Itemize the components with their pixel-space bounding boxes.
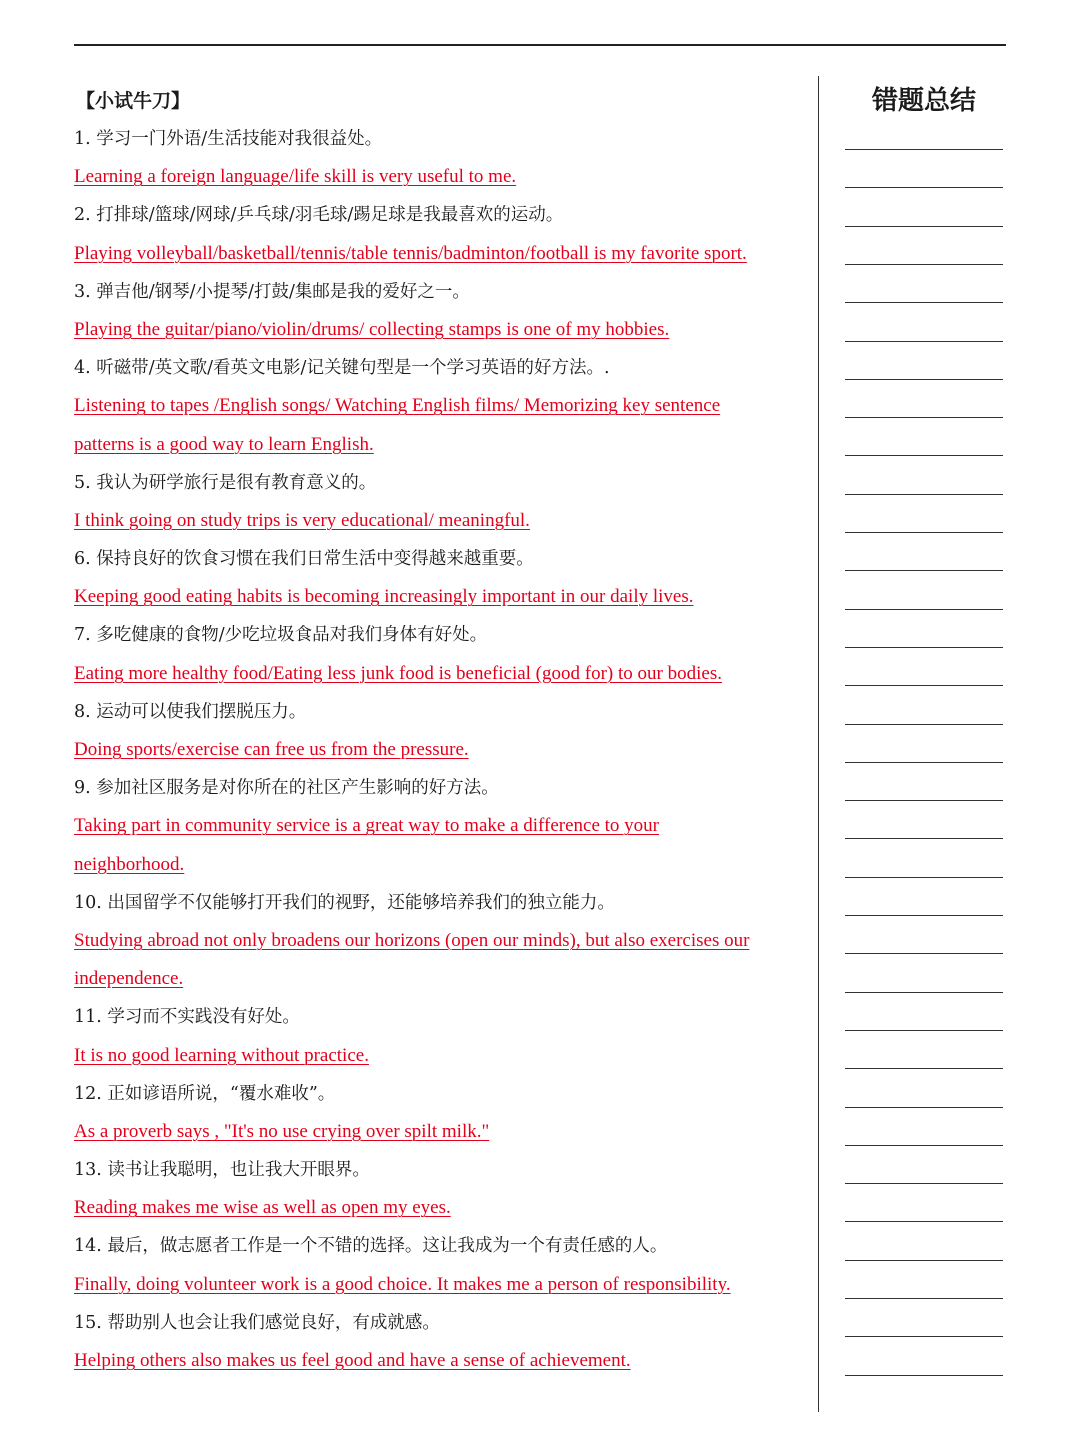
answer-blank-line[interactable]	[845, 379, 1003, 380]
answer-line	[74, 1037, 809, 1075]
answer-blank-line[interactable]	[845, 226, 1003, 227]
answer-blank-line[interactable]	[845, 1107, 1003, 1108]
question-line	[74, 616, 809, 654]
answer-blank-line[interactable]	[845, 877, 1003, 878]
answer-text: Eating more healthy food/Eating less junk food is beneficial (good for) to our bodies.	[74, 662, 722, 684]
answer-blank-line[interactable]	[845, 1336, 1003, 1337]
exercise-list	[74, 120, 809, 1380]
question-text: 3. 弹吉他/钢琴/小提琴/打鼓/集邮是我的爱好之一。	[74, 281, 470, 302]
answer-blank-line[interactable]	[845, 1183, 1003, 1184]
answer-text: Studying abroad not only broadens our horizons (open our minds), but also exercises our	[74, 929, 750, 951]
question-line	[74, 693, 809, 731]
answer-line	[74, 655, 809, 693]
answer-blank-line[interactable]	[845, 532, 1003, 533]
answer-text: neighborhood.	[74, 853, 185, 875]
column-divider	[818, 76, 819, 1412]
answer-text: I think going on study trips is very educational/ meaningful.	[74, 509, 530, 531]
answer-blank-line[interactable]	[845, 762, 1003, 763]
answer-blank-line[interactable]	[845, 838, 1003, 839]
question-text: 9. 参加社区服务是对你所在的社区产生影响的好方法。	[74, 778, 499, 799]
answer-blank-line[interactable]	[845, 264, 1003, 265]
answer-blank-line[interactable]	[845, 609, 1003, 610]
answer-blank-line[interactable]	[845, 1260, 1003, 1261]
answer-line	[74, 311, 809, 349]
question-line	[74, 1227, 809, 1265]
answer-blank-line[interactable]	[845, 992, 1003, 993]
question-line	[74, 1304, 809, 1342]
answer-blank-line[interactable]	[845, 1030, 1003, 1031]
answer-text: As a proverb says , "It's no use crying over spilt milk."	[74, 1120, 490, 1142]
answer-line	[74, 1189, 809, 1227]
question-text: 13. 读书让我聪明，也让我大开眼界。	[74, 1160, 370, 1181]
question-line	[74, 998, 809, 1036]
answer-blank-line[interactable]	[845, 724, 1003, 725]
answer-text: Helping others also makes us feel good and have a sense of achievement.	[74, 1350, 631, 1371]
answer-line	[74, 846, 809, 884]
answer-blank-line[interactable]	[845, 187, 1003, 188]
question-line	[74, 1075, 809, 1113]
question-text: 15. 帮助别人也会让我们感觉良好，有成就感。	[74, 1312, 440, 1333]
top-rule	[74, 44, 1006, 46]
question-text: 6. 保持良好的饮食习惯在我们日常生活中变得越来越重要。	[74, 549, 534, 570]
answer-blank-line[interactable]	[845, 149, 1003, 150]
answer-blank-line[interactable]	[845, 341, 1003, 342]
answer-text: Listening to tapes /English songs/ Watching English films/ Memorizing key sentence	[74, 395, 721, 417]
question-line	[74, 349, 809, 387]
answer-blank-line[interactable]	[845, 800, 1003, 801]
answer-blank-line[interactable]	[845, 1298, 1003, 1299]
answer-text: Taking part in community service is a great way to make a difference to your	[74, 815, 660, 837]
answer-blank-line[interactable]	[845, 647, 1003, 648]
question-line	[74, 884, 809, 922]
question-line	[74, 120, 809, 158]
question-text: 2. 打排球/篮球/网球/乒乓球/羽毛球/踢足球是我最喜欢的运动。	[74, 205, 564, 226]
answer-blank-line[interactable]	[845, 1221, 1003, 1222]
answer-blank-line[interactable]	[845, 1068, 1003, 1069]
question-line	[74, 769, 809, 807]
question-text: 12. 正如谚语所说，“覆水难收”。	[74, 1083, 336, 1104]
exercise-column	[74, 82, 809, 1380]
answer-blank-line[interactable]	[845, 417, 1003, 418]
answer-blank-line[interactable]	[845, 915, 1003, 916]
question-line	[74, 196, 809, 234]
answer-line	[74, 158, 809, 196]
answer-text: Playing the guitar/piano/violin/drums/ collecting stamps is one of my hobbies.	[74, 318, 670, 340]
question-line	[74, 273, 809, 311]
question-text: 4. 听磁带/英文歌/看英文电影/记关键句型是一个学习英语的好方法。.	[74, 358, 610, 379]
answer-line	[74, 1342, 809, 1380]
answer-text: patterns is a good way to learn English.	[74, 433, 374, 455]
section-title: 【小试牛刀】	[76, 90, 191, 112]
answer-text: independence.	[74, 968, 184, 990]
answer-text: Learning a foreign language/life skill is very useful to me.	[74, 166, 517, 188]
answer-blank-line[interactable]	[845, 1145, 1003, 1146]
answer-line	[74, 731, 809, 769]
answer-blank-line[interactable]	[845, 494, 1003, 495]
question-text: 10. 出国留学不仅能够打开我们的视野，还能够培养我们的独立能力。	[74, 892, 615, 913]
question-text: 14. 最后，做志愿者工作是一个不错的选择。这让我成为一个有责任感的人。	[74, 1236, 668, 1257]
answer-blank-line[interactable]	[845, 570, 1003, 571]
answer-text: Playing volleyball/basketball/tennis/table tennis/badminton/football is my favorite sport.	[74, 242, 747, 264]
answer-text: It is no good learning without practice.	[74, 1044, 369, 1066]
answer-line	[74, 578, 809, 616]
question-text: 7. 多吃健康的食物/少吃垃圾食品对我们身体有好处。	[74, 625, 488, 646]
question-line	[74, 1151, 809, 1189]
answer-blank-line[interactable]	[845, 1375, 1003, 1376]
answer-blank-line[interactable]	[845, 953, 1003, 954]
answer-text: Finally, doing volunteer work is a good choice. It makes me a person of responsibility.	[74, 1273, 731, 1295]
question-text: 1. 学习一门外语/生活技能对我很益处。	[74, 129, 383, 149]
answer-line	[74, 502, 809, 540]
answer-line	[74, 1113, 809, 1151]
answer-text: Doing sports/exercise can free us from the pressure.	[74, 739, 469, 760]
answer-blank-line[interactable]	[845, 455, 1003, 456]
answer-line	[74, 387, 809, 425]
answer-line	[74, 1266, 809, 1304]
question-text: 5. 我认为研学旅行是很有教育意义的。	[74, 472, 377, 493]
answer-blank-line[interactable]	[845, 685, 1003, 686]
question-line	[74, 540, 809, 578]
question-line	[74, 464, 809, 502]
answer-blank-line[interactable]	[845, 302, 1003, 303]
answer-text: Keeping good eating habits is becoming increasingly important in our daily lives.	[74, 586, 694, 608]
side-title: 错题总结	[871, 86, 976, 116]
answer-line	[74, 426, 809, 464]
answer-line	[74, 807, 809, 845]
question-text: 8. 运动可以使我们摆脱压力。	[74, 701, 307, 722]
answer-line	[74, 960, 809, 998]
answer-line	[74, 922, 809, 960]
question-text: 11. 学习而不实践没有好处。	[74, 1007, 300, 1028]
answer-line	[74, 235, 809, 273]
answer-text: Reading makes me wise as well as open my eyes.	[74, 1197, 451, 1219]
